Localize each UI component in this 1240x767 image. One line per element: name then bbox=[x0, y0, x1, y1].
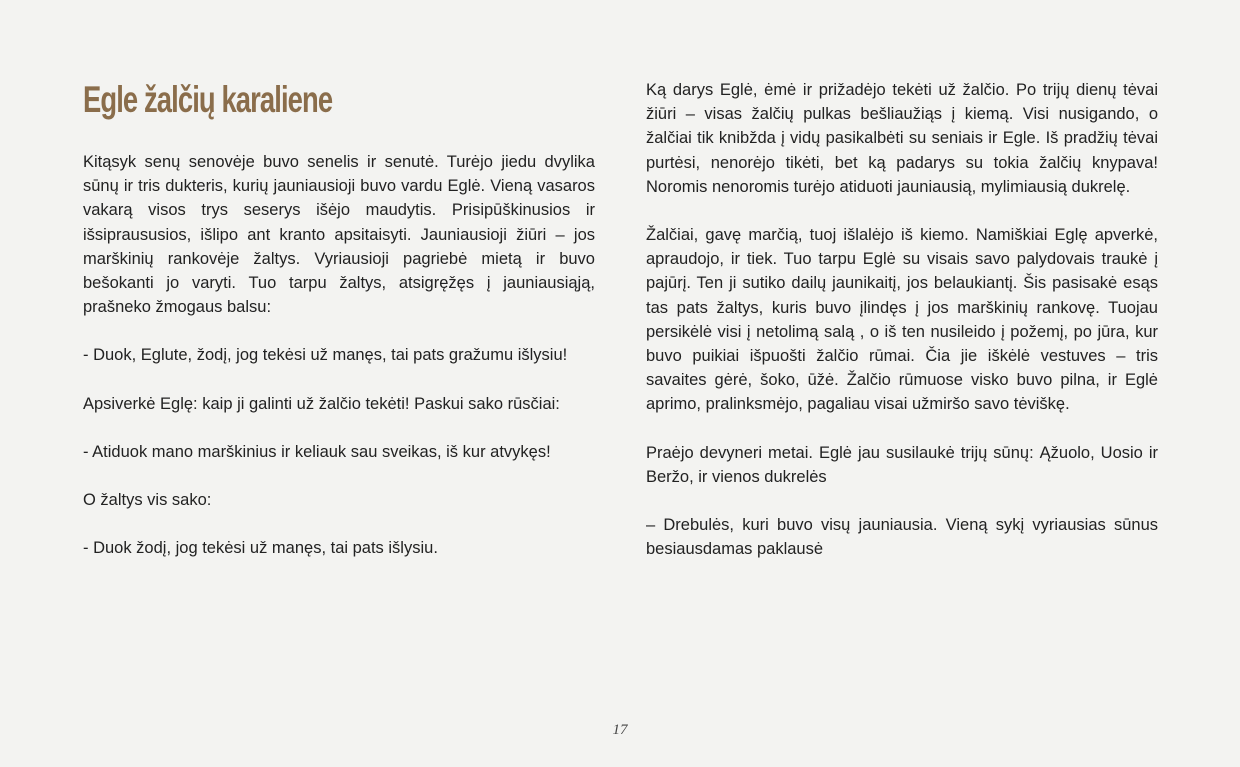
right-column bbox=[646, 78, 1158, 585]
paragraph: - Atiduok mano marškinius ir keliauk sau sveikas, iš kur atvykęs! bbox=[83, 442, 551, 461]
paragraph: – Drebulės, kuri buvo visų jauniausia. Vieną sykį vyriausias sūnus besiausdamas paklausė bbox=[646, 516, 1158, 559]
paragraph: Praėjo devyneri metai. Eglė jau susilaukė trijų sūnų: Ąžuolo, Uosio ir Beržo, ir vienos dukrelės bbox=[646, 443, 1158, 486]
paragraph: Žalčiai, gavę marčią, tuoj išlalėjo iš kiemo. Namiškiai Eglę apverkė, apraudojo, ir tiek. Tuo tarpu Eglė su visais savo palydovais traukė į pajūrį. Ten ji sutiko dailų jaunikaitį, jos belaukiantį. Šis pasisakė esąs tas pats žaltys, kuris buvo įlindęs į jos marškinių rankovę. Tuojau persikėlė visi į netolimą salą , o iš ten nusileido į požemį, po jūra, kur buvo puikiai išpuošti žalčio rūmai. Čia jie iškėlė vestuves – tris savaites gėrė, šoko, ūžė. Žalčio rūmuose visko buvo pilna, ir Eglė aprimo, pralinksmėjo, pagaliau visai užmiršo savo tėviškę. bbox=[646, 226, 1158, 414]
paragraph: Kitąsyk senų senovėje buvo senelis ir senutė. Turėjo jiedu dvylika sūnų ir tris dukteris, kurių jauniausioji buvo vardu Eglė. Vieną vasaros vakarą visos trys seserys išėjo maudytis. Prisipūškinusios ir išsipraususios, išlipo ant kranto apsitaisyti. Jauniausioji žiūri – jos marškinių rankovėje žaltys. Vyriausioji pagriebė mietą ir buvo bešokanti jo varyti. Tuo tarpu žaltys, atsigręžęs į jauniausiąją, prašneko žmogaus balsu: bbox=[83, 153, 595, 317]
paragraph: - Duok, Eglute, žodį, jog tekėsi už manęs, tai pats gražumu išlysiu! bbox=[83, 346, 568, 365]
paragraph: O žaltys vis sako: bbox=[83, 491, 212, 510]
left-column bbox=[83, 150, 595, 584]
page-title: Egle žalčių karaliene bbox=[83, 79, 333, 120]
paragraph: Ką darys Eglė, ėmė ir prižadėjo tekėti už žalčio. Po trijų dienų tėvai žiūri – visas žalčių pulkas bešliaužiąs į kiemą. Visi nusigando, o žalčiai tik knibžda į vidų pasikalbėti su seniais ir Egle. Iš pradžių tėvai purtėsi, nenorėjo tikėti, bet ką padarys su tokia žalčių knypava! Noromis nenoromis turėjo atiduoti jauniausią, mylimiausią dukrelę. bbox=[646, 81, 1158, 196]
paragraph: Apsiverkė Eglę: kaip ji galinti už žalčio tekėti! Paskui sako rūsčiai: bbox=[83, 394, 560, 413]
page-number: 17 bbox=[612, 722, 628, 738]
paragraph: - Duok žodį, jog tekėsi už manęs, tai pats išlysiu. bbox=[83, 539, 438, 558]
